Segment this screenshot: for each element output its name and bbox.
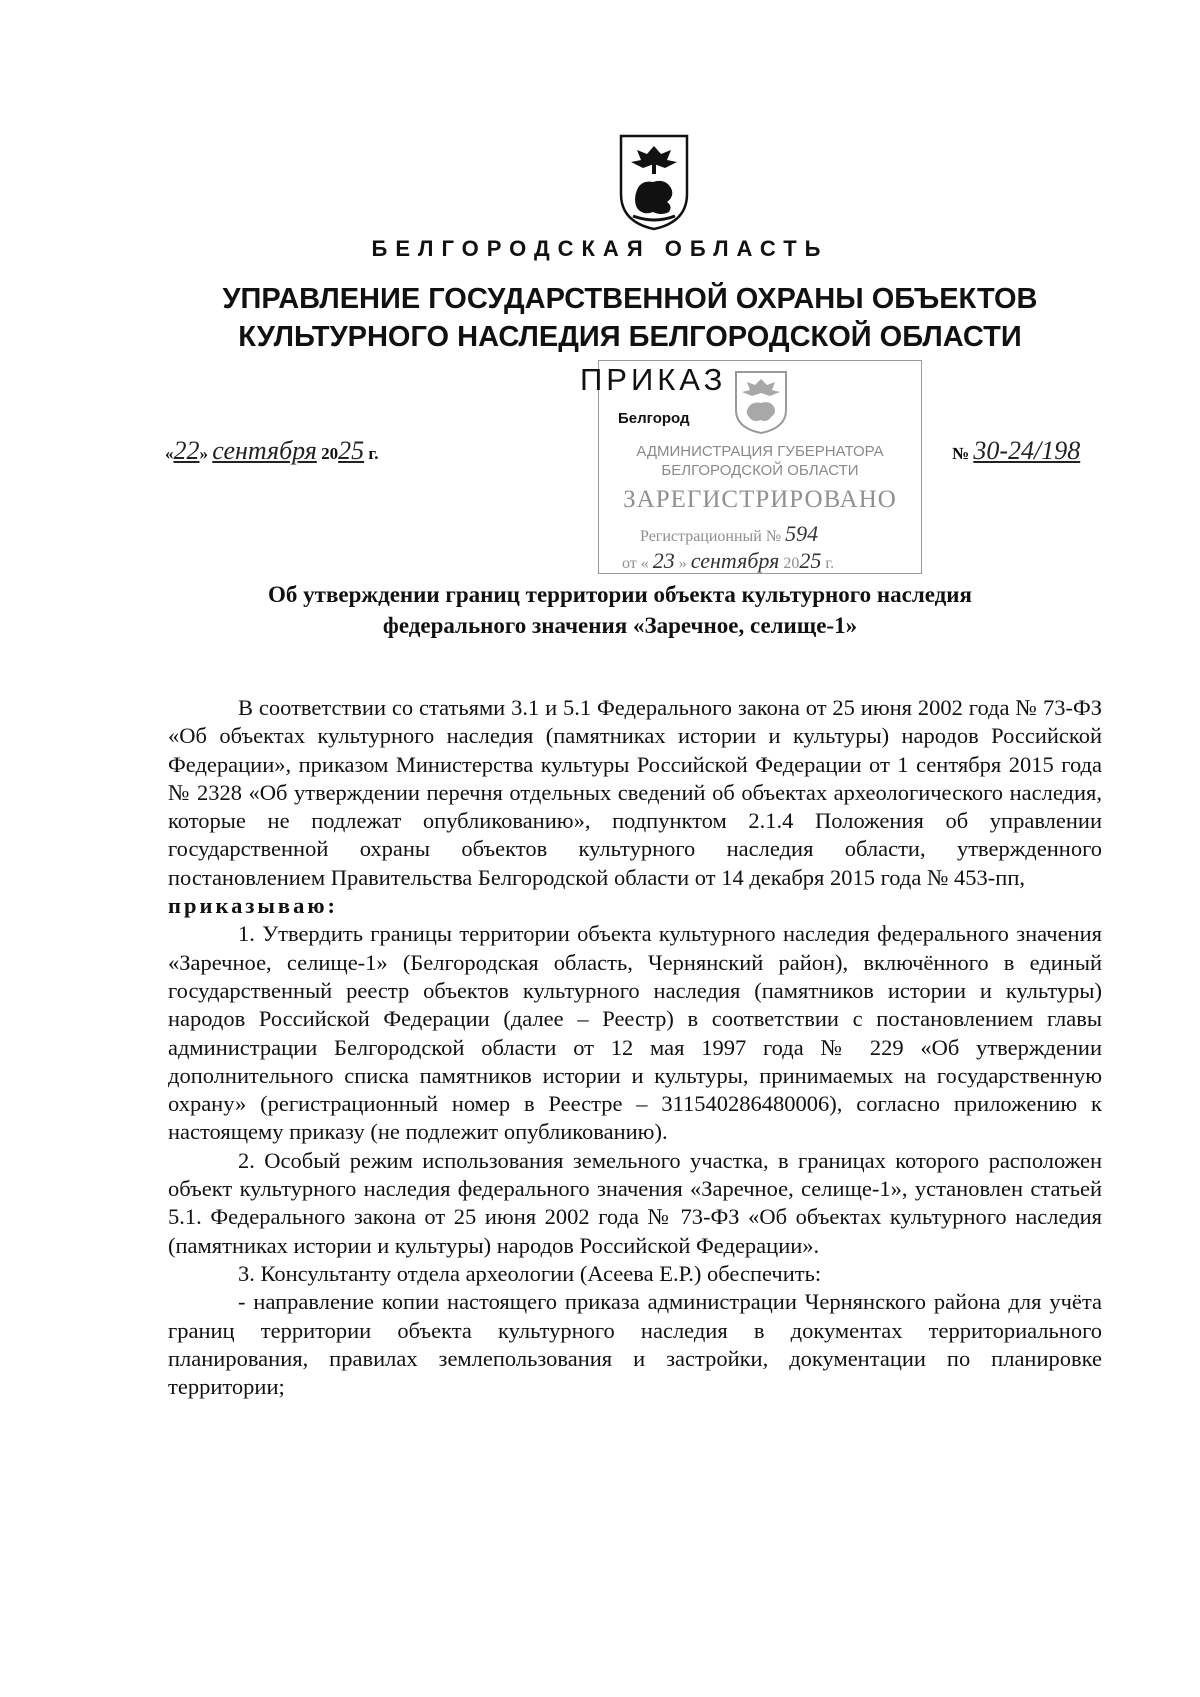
stamp-date-year-prefix: 20 (783, 555, 800, 572)
document-type-heading: ПРИКАЗ (580, 362, 727, 397)
stamp-date-month-handwritten: сентября (690, 548, 780, 573)
region-name: БЕЛГОРОДСКАЯ ОБЛАСТЬ (371, 236, 829, 261)
stamp-registration-date (622, 548, 834, 574)
department-name-line2: КУЛЬТУРНОГО НАСЛЕДИЯ БЕЛГОРОДСКОЙ ОБЛАСТИ (238, 321, 1022, 353)
order-title-line1: Об утверждении границ территории объекта культурного наследия (268, 582, 972, 607)
stamp-organization-line1: АДМИНИСТРАЦИЯ ГУБЕРНАТОРА (636, 443, 884, 460)
order-directive-word: приказываю: (168, 893, 339, 919)
stamp-registered-label: ЗАРЕГИСТРИРОВАНО (623, 486, 897, 513)
order-date-month-handwritten: сентября (212, 436, 317, 465)
stamp-organization-line2: БЕЛГОРОДСКОЙ ОБЛАСТИ (661, 462, 859, 479)
stamp-reg-number-handwritten: 594 (785, 521, 819, 546)
item-3-subitem-1-paragraph: - направление копии настоящего приказа администрации Чернянского района для учёта границ территории объекта культурного наследия в документах территориального планирования, правилах землепользования и застройки, документации по планировке территории; (168, 1289, 1102, 1400)
city-label: Белгород (618, 410, 690, 427)
order-number-label: № (952, 444, 970, 463)
order-date (165, 436, 378, 466)
stamp-coat-of-arms-emblem (732, 368, 790, 436)
department-name (150, 280, 1110, 356)
stamp-reg-label: Регистрационный № (640, 528, 782, 545)
stamp-date-from: от « (622, 555, 649, 572)
stamp-registration-number (640, 521, 818, 547)
stamp-date-year-handwritten: 25 (799, 548, 822, 573)
stamp-date-day-handwritten: 23 (652, 548, 675, 573)
preamble-paragraph: В соответствии со статьями 3.1 и 5.1 Федерального закона от 25 июня 2002 года № 73-ФЗ «Об объектах культурного наследия (памятниках истории и культуры) народов Российской Федерации», приказом Министерства культуры Российской Федерации от 1 сентября 2015 года № 2328 «Об утверждении перечня отдельных сведений об объектах археологического наследия, которые не подлежат опубликованию», подпунктом 2.1.4 Положения об управлении государственной охраны объектов культурного наследия области, утвержденного постановлением Правительства Белгородской области от 14 декабря 2015 года № 453-пп, (168, 695, 1102, 890)
order-date-year-mark: г. (368, 444, 379, 463)
item-1-paragraph: 1. Утвердить границы территории объекта культурного наследия федерального значения «Заречное, селище-1» (Белгородская область, Чернянский район), включённого в единый государственный реестр объектов культурного наследия (памятников истории и культуры) народов Российской Федерации (далее – Реестр) в соответствии с постановлением главы администрации Белгородской области от 12 мая 1997 года № 229 «Об утверждении дополнительного списка памятников истории и культуры, принимаемых на государственную охрану» (регистрационный номер в Реестре – 311540286480006), согласно приложению к настоящему приказу (не подлежит опубликованию). (168, 921, 1102, 1145)
item-2-paragraph: 2. Особый режим использования земельного участка, в границах которого расположен объект культурного наследия федерального значения «Заречное, селище-1», установлен статьей 5.1. Федерального закона от 25 июня 2002 года № 73-ФЗ «Об объектах культурного наследия (памятниках истории и культуры) народов Российской Федерации». (168, 1147, 1102, 1258)
coat-of-arms-emblem (617, 132, 691, 232)
order-date-year-handwritten: 25 (338, 436, 365, 465)
order-body (168, 694, 1102, 1401)
order-number-handwritten: 30-24/198 (973, 436, 1081, 465)
order-title (180, 579, 1060, 641)
order-date-close-quote: » (199, 444, 208, 463)
order-date-open-quote: « (165, 444, 174, 463)
stamp-date-close-quote: » (678, 555, 687, 572)
department-name-line1: УПРАВЛЕНИЕ ГОСУДАРСТВЕННОЙ ОХРАНЫ ОБЪЕКТОВ (222, 283, 1038, 315)
order-date-year-prefix: 20 (321, 444, 339, 463)
order-date-day-handwritten: 22 (173, 436, 200, 465)
order-title-line2: федерального значения «Заречное, селище-1» (382, 613, 858, 638)
order-number (952, 436, 1080, 466)
item-3-paragraph: 3. Консультанту отдела археологии (Асеева Е.Р.) обеспечить: (238, 1260, 822, 1286)
stamp-date-year-mark: г. (825, 555, 835, 572)
